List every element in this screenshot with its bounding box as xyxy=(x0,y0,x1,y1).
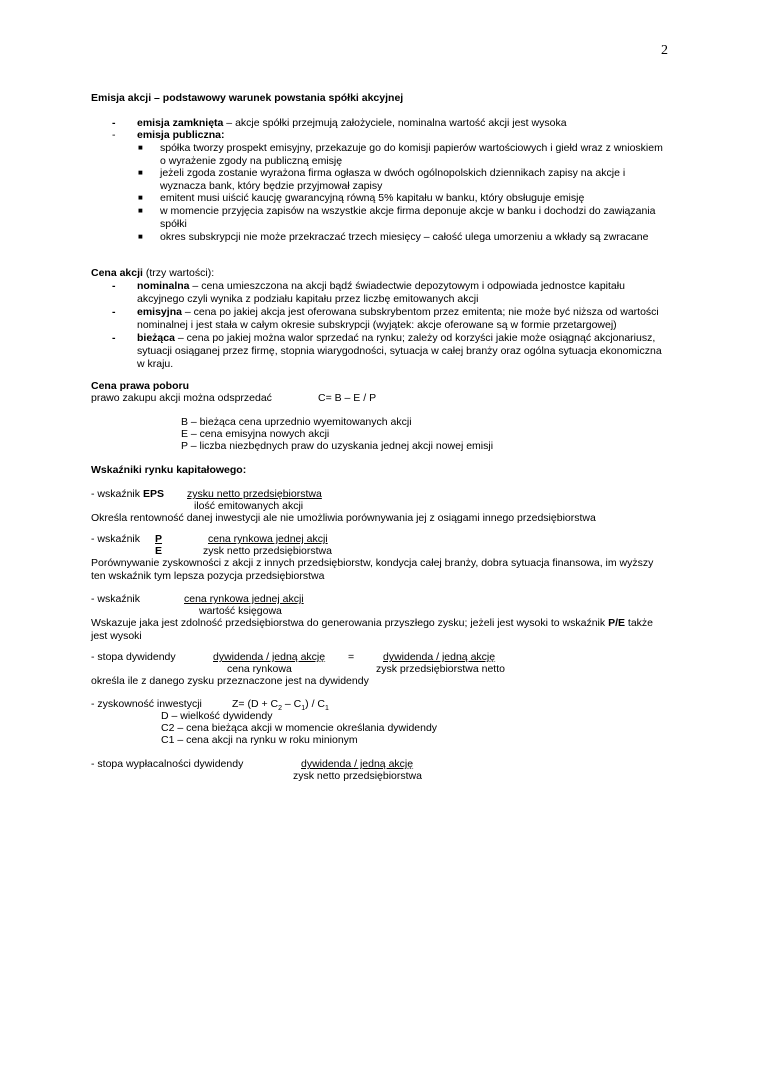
formula-subscript: 1 xyxy=(325,705,329,713)
dy-denominator-2: zysk przedsiębiorstwa netto xyxy=(376,663,505,675)
dy-equals: = xyxy=(348,651,355,663)
heading-note: (trzy wartości): xyxy=(142,267,215,279)
formula-part: Z= (D + C xyxy=(232,698,279,710)
bullet-square-icon: ■ xyxy=(138,206,143,215)
eps-denominator: ilość emitowanych akcji xyxy=(194,500,304,512)
section-title-wskazniki: Wskaźniki rynku kapitałowego: xyxy=(91,464,247,476)
pe-code-p: P xyxy=(155,533,163,545)
bullet-square-icon: ■ xyxy=(138,193,143,202)
sw-numerator: dywidenda / jedną akcję xyxy=(301,758,414,770)
bullet-square-icon: ■ xyxy=(138,168,143,177)
pb-description xyxy=(91,617,666,643)
definition: – cena po jakiej można walor sprzedać na rynku; zależy od korzyści jakie może osiągnąć akcjonariusz, sytuacji osiąganej przez firmę, stopnia wiarygodności, sytuacja w całej branży oraz ogólna sytuacja ekonomiczna w kraju. xyxy=(137,332,662,370)
dash-marker: - xyxy=(112,280,116,292)
definition: – cena po jakiej akcja jest oferowana subskrybentom przez emitenta; nie może być niższa od wartości nominalnej i jest stała w całym okresie subskrypcji (wyjątek: akcje oferowane są w formie przetargowej) xyxy=(137,306,659,331)
pb-denominator: wartość księgowa xyxy=(199,605,282,617)
eps-code: EPS xyxy=(142,488,164,500)
bullet-item: spółka tworzy prospekt emisyjny, przekazuje go do komisji papierów wartościowych i giełd wraz z wnioskiem o wyrażenie zgody na publiczną emisję xyxy=(160,142,663,167)
pe-label: - wskaźnik xyxy=(91,533,141,545)
dash-marker: - xyxy=(112,332,116,344)
bullet-item: okres subskrypcji nie może przekraczać trzech miesięcy – całość ulega umorzeniu a wkłady są zwracane xyxy=(160,231,649,243)
pb-label: - wskaźnik xyxy=(91,593,141,605)
section-title-emisja: Emisja akcji – podstawowy warunek powstania spółki akcyjnej xyxy=(91,92,404,104)
dy-denominator-1: cena rynkowa xyxy=(227,663,292,675)
text: Wskazuje jaka jest zdolność przedsiębiorstwa do generowania przyszłego zysku; jeżeli jest wysoki to wskaźnik xyxy=(91,617,609,629)
bullet-square-icon: ■ xyxy=(138,143,143,152)
list-item-biezaca xyxy=(137,332,662,371)
list-item-nominalna xyxy=(137,280,662,306)
eps-description: Określa rentowność danej inwestycji ale nie umożliwia porównywania jej z osiągami innego przedsiębiorstwa xyxy=(91,512,596,524)
section-title-prawo-poboru: Cena prawa poboru xyxy=(91,380,190,392)
section-title-cena-akcji xyxy=(91,267,214,280)
text-bold: P/E xyxy=(608,617,625,629)
formula-subscript: 2 xyxy=(278,705,282,713)
definition: – akcje spółki przejmują założyciele, nominalna wartość akcji jest wysoka xyxy=(223,117,567,129)
term: bieżąca xyxy=(137,332,175,344)
pe-numerator: cena rynkowa jednej akcji xyxy=(208,533,328,545)
sw-denominator: zysk netto przedsiębiorstwa xyxy=(293,770,422,782)
dy-label: - stopa dywidendy xyxy=(91,651,176,663)
zi-definition: D – wielkość dywidendy xyxy=(161,710,273,722)
zi-definition: C2 – cena bieżąca akcji w momencie określania dywidendy xyxy=(161,722,438,734)
sw-label: - stopa wypłacalności dywidendy xyxy=(91,758,244,770)
formula-definition: E – cena emisyjna nowych akcji xyxy=(181,428,330,440)
dash-marker: - xyxy=(112,306,116,318)
definition: – cena umieszczona na akcji bądź świadectwie depozytowym i odpowiada jednostce kapitału akcyjnego czyli wynika z podziału kapitału przez liczbę emitowanych akcji xyxy=(137,280,625,305)
zi-label: - zyskowność inwestycji xyxy=(91,698,202,710)
page-number: 2 xyxy=(661,43,668,58)
formula-part: ) / C xyxy=(305,698,326,710)
list-item-emisyjna xyxy=(137,306,662,332)
pe-denominator: zysk netto przedsiębiorstwa xyxy=(203,545,332,557)
prawo-poboru-formula: C= B – E / P xyxy=(318,392,377,404)
zi-definition: C1 – cena akcji na rynku w roku minionym xyxy=(161,734,358,746)
dy-description: określa ile z danego zysku przeznaczone jest na dywidendy xyxy=(91,675,369,687)
text: także jest wysoki xyxy=(91,617,654,642)
bullet-square-icon: ■ xyxy=(138,232,143,241)
term: emisja zamknięta xyxy=(137,117,224,129)
prawo-poboru-line: prawo zakupu akcji można odsprzedać xyxy=(91,392,272,404)
heading: Cena akcji xyxy=(91,267,143,279)
term: emisyjna xyxy=(137,306,182,318)
formula-definition: P – liczba niezbędnych praw do uzyskania jednej akcji nowej emisji xyxy=(181,440,494,452)
formula-subscript: 1 xyxy=(301,705,306,713)
pe-code-e: E xyxy=(155,545,163,557)
bullet-item: emitent musi uiścić kaucję gwarancyjną równą 5% kapitału w banku, który obsługuje emisję xyxy=(160,192,585,204)
pe-description: Porównywanie zyskowności z akcji z innych przedsiębiorstw, kondycja całej branży, dobra sytuacja finansowa, im wyższy ten wskaźnik tym lepsza pozycja przedsiębiorstwa xyxy=(91,557,654,582)
bullet-item: w momencie przyjęcia zapisów na wszystkie akcje firma deponuje akcje w banku i dochodzi do zawiązania spółki xyxy=(160,205,656,230)
dy-numerator-2: dywidenda / jedną akcję xyxy=(383,651,496,663)
formula-definition: B – bieżąca cena uprzednio wyemitowanych akcji xyxy=(181,416,412,428)
pb-numerator: cena rynkowa jednej akcji xyxy=(184,593,304,605)
formula-part: – C xyxy=(282,698,302,710)
label: - wskaźnik xyxy=(91,488,143,500)
list-item-emisja-publiczna: emisja publiczna: xyxy=(137,129,225,141)
eps-numerator: zysku netto przedsiębiorstwa xyxy=(187,488,322,500)
dy-numerator-1: dywidenda / jedną akcję xyxy=(213,651,326,663)
dash-marker: - xyxy=(112,129,116,141)
bullet-item: jeżeli zgoda zostanie wyrażona firma ogłasza w dwóch ogólnopolskich dziennikach zapisy na akcje i wyznacza bank, który będzie przyjmował zapisy xyxy=(160,167,626,192)
eps-label xyxy=(91,488,164,501)
dash-marker: - xyxy=(112,117,116,129)
term: nominalna xyxy=(137,280,190,292)
